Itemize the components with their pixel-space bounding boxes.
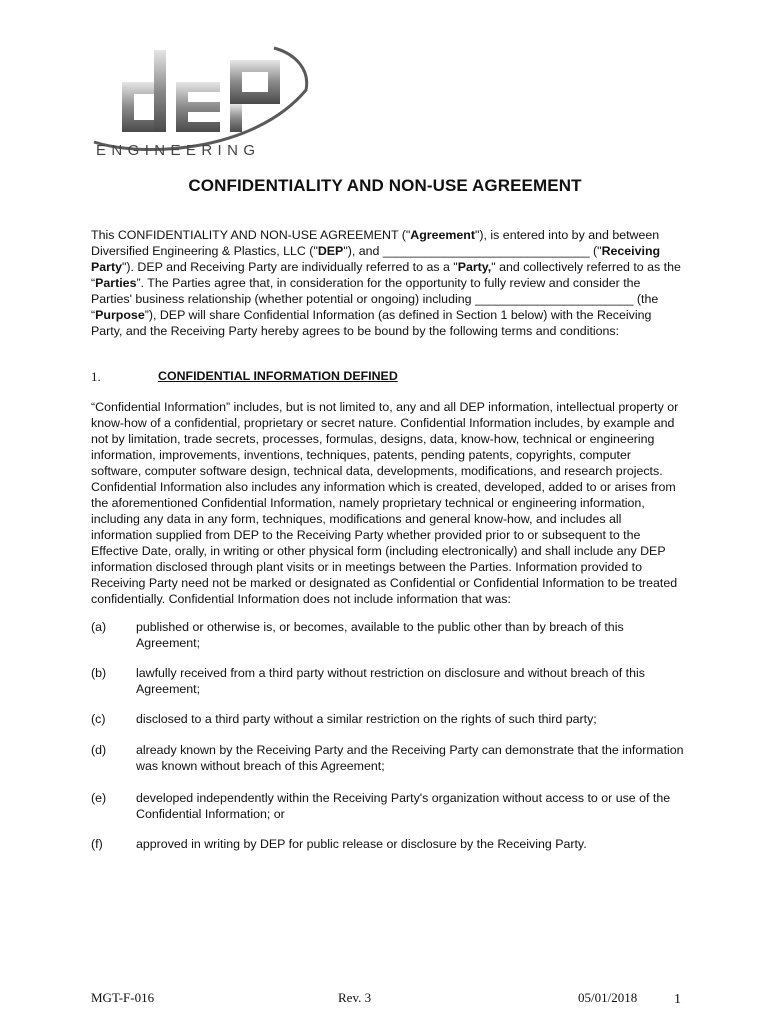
item-label: (f)	[91, 837, 103, 851]
intro-text-2: "), is entered into by and between Diversified Engineering & Plastics, LLC ("	[91, 228, 660, 258]
term-agreement: Agreement	[410, 228, 475, 242]
intro-text-5: " and collectively referred to as the “	[91, 260, 681, 290]
footer-date: 05/01/2018	[578, 990, 638, 1005]
section-number: 1.	[91, 369, 101, 384]
intro-text-4: "). DEP and Receiving Party are individually referred to as a "	[122, 260, 458, 274]
item-text: disclosed to a third party without a similar restriction on the rights of such third party;	[136, 712, 597, 726]
item-text: lawfully received from a third party without restriction on disclosure and without breach of this Agreement;	[136, 666, 645, 696]
term-party: Party,	[457, 260, 492, 274]
item-label: (c)	[91, 712, 106, 726]
intro-text-3: "), and ______________________________ ("	[343, 244, 602, 258]
intro-paragraph	[91, 227, 681, 339]
footer-revision: Rev. 3	[338, 990, 372, 1005]
item-text: developed independently within the Receiving Party's organization without access to or use of the Confidential Information; or	[136, 791, 671, 821]
term-purpose: Purpose	[95, 308, 145, 322]
footer-form-code: MGT-F-016	[91, 990, 155, 1005]
intro-text-1: This CONFIDENTIALITY AND NON-USE AGREEMENT ("	[91, 228, 411, 242]
definition-paragraph: “Confidential Information” includes, but is not limited to, any and all DEP information, intellectual property or know-how of a confidential, proprietary or secret nature. Confidential Information includes, by example and not by limitation, trade secrets, processes, formulas, designs, data, know-how, technical or engineering information, improvements, inventions, techniques, patents, pending patents, copyrights, computer software, computer software design, technical data, developments, modifications, and research projects. Confidential Information also includes any information which is created, developed, added to or arises from the aforementioned Confidential Information, namely proprietary technical or engineering information, including any data in any form, techniques, modifications and general know-how, and includes all information supplied from DEP to the Receiving Party whether provided prior to or subsequent to the Effective Date, orally, in writing or other physical form (including electronically) and shall include any DEP information disclosed through plant visits or in meetings between the Parties. Information provided to Receiving Party need not be marked or designated as Confidential or Confidential Information to be treated confidentially. Confidential Information does not include information that was:	[91, 400, 679, 606]
footer-page-number: 1	[674, 992, 681, 1007]
term-dep: DEP	[317, 244, 344, 258]
document-title: CONFIDENTIALITY AND NON-USE AGREEMENT	[188, 176, 582, 195]
section-title: CONFIDENTIAL INFORMATION DEFINED	[158, 369, 398, 383]
intro-text-6: ”. The Parties agree that, in consideration for the opportunity to fully review and consider the Parties' business relationship (whether potential or ongoing) including _______________________ (the “	[91, 276, 659, 322]
intro-text-7: ”), DEP will share Confidential Information (as defined in Section 1 below) with the Receiving Party, and the Receiving Party hereby agrees to be bound by the following terms and conditions:	[91, 308, 652, 338]
term-receiving-party: Receiving Party	[91, 244, 661, 274]
item-label: (a)	[91, 620, 107, 634]
item-text: approved in writing by DEP for public release or disclosure by the Receiving Party.	[136, 837, 587, 851]
logo-wordmark: ENGINEERING	[96, 142, 261, 159]
item-text: published or otherwise is, or becomes, available to the public other than by breach of this Agreement;	[136, 620, 624, 650]
item-label: (e)	[91, 791, 107, 805]
term-parties: Parties	[95, 276, 137, 290]
item-text: already known by the Receiving Party and the Receiving Party can demonstrate that the information was known without breach of this Agreement;	[136, 743, 684, 773]
item-label: (b)	[91, 666, 107, 680]
item-label: (d)	[91, 743, 107, 757]
